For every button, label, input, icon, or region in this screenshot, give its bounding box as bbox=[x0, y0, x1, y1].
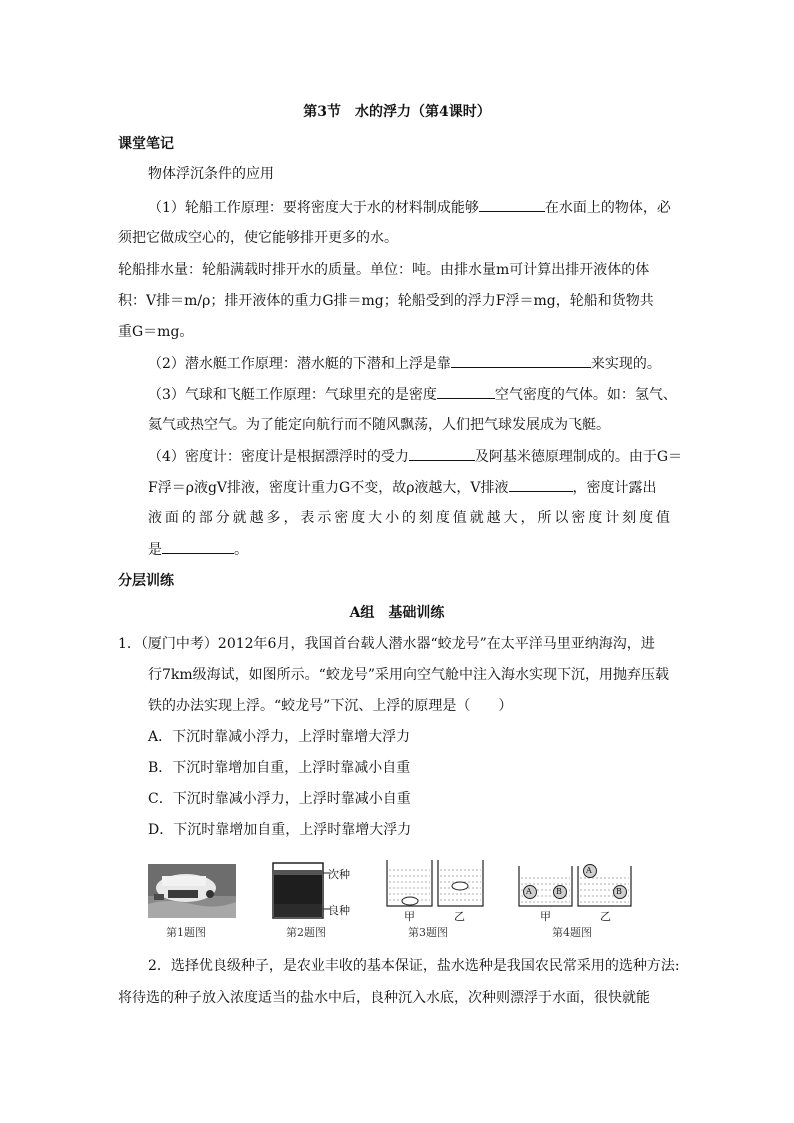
note-3-line bbox=[148, 353, 661, 374]
note-4-text-a: （3）气球和飞艇工作原理：气球里充的是密度 bbox=[148, 387, 437, 403]
figure-2-caption: 第2题图 bbox=[286, 926, 326, 939]
tanks-egg-figure bbox=[384, 858, 486, 922]
note-4-text-b: 空气密度的气体。如：氢气、 bbox=[494, 387, 677, 403]
submersible-photo bbox=[148, 864, 236, 918]
note-5-text-d: ，密度计露出 bbox=[572, 480, 657, 496]
note-5-text-g: 。 bbox=[234, 542, 248, 558]
note-2-line-3: 重G＝mg。 bbox=[118, 324, 194, 340]
fill-blank[interactable] bbox=[509, 477, 573, 492]
note-5-text-a: （4）密度计：密度计是根据漂浮时的受力 bbox=[148, 449, 409, 465]
figure-3-caption: 第3题图 bbox=[408, 926, 448, 939]
fill-blank[interactable] bbox=[479, 197, 545, 212]
label-jia-4: 甲 bbox=[540, 910, 551, 923]
note-1-text-a: （1）轮船工作原理：要将密度大于水的材料制成能够 bbox=[148, 200, 479, 216]
ball-b-label-jia: B bbox=[556, 887, 562, 896]
option-c[interactable]: C．下沉时靠减小浮力，上浮时靠减小自重 bbox=[148, 791, 411, 807]
page-title: 第3节 水的浮力（第4课时） bbox=[303, 104, 491, 120]
note-1-text-b: 在水面上的物体，必 bbox=[544, 200, 671, 216]
group-heading: A组 基础训练 bbox=[349, 605, 445, 621]
beaker-seeds-figure bbox=[270, 860, 360, 920]
label-jia-3: 甲 bbox=[404, 910, 415, 923]
option-a[interactable]: A．下沉时靠减小浮力，上浮时靠增大浮力 bbox=[148, 729, 411, 745]
fill-blank[interactable] bbox=[409, 446, 475, 461]
note-3-text-b: 来实现的。 bbox=[590, 356, 661, 372]
note-5-line-2 bbox=[148, 477, 657, 498]
note-1-line-2: 须把它做成空心的，使它能够排开更多的水。 bbox=[118, 230, 398, 246]
note-5-line-4 bbox=[148, 539, 248, 560]
note-1-line-1 bbox=[148, 197, 671, 218]
note-5-text-f: 是 bbox=[148, 542, 162, 558]
ball-a-label-jia: A bbox=[526, 887, 532, 896]
option-d[interactable]: D．下沉时靠增加自重，上浮时靠增大浮力 bbox=[148, 822, 412, 838]
question-1-line-2: 行7km级海试，如图所示。“蛟龙号”采用向空气舱中注入海水实现下沉，用抛弃压载 bbox=[148, 667, 669, 683]
fill-blank[interactable] bbox=[451, 353, 591, 368]
note-5-text-c: F浮＝ρ液gV排液，密度计重力G不变，故ρ液越大，V排液 bbox=[148, 480, 509, 496]
label-cizhong: 次种 bbox=[328, 868, 350, 881]
notes-heading: 课堂笔记 bbox=[118, 136, 174, 152]
note-2-line-1: 轮船排水量：轮船满载时排开水的质量。单位：吨。由排水量m可计算出排开液体的体 bbox=[118, 262, 650, 278]
question-1-line-1: 1．（厦门中考）2012年6月，我国首台载人潜水器“蛟龙号”在太平洋马里亚纳海沟，进 bbox=[118, 636, 655, 652]
ball-a-label-yi: A bbox=[586, 866, 592, 875]
note-4-line-2: 氦气或热空气。为了能定向航行而不随风飘荡，人们把气球发展成为飞艇。 bbox=[148, 417, 610, 433]
notes-subheading: 物体浮沉条件的应用 bbox=[148, 166, 274, 182]
note-2-line-2: 积：V排＝m/ρ；排开液体的重力G排＝mg；轮船受到的浮力F浮＝mg，轮船和货物共 bbox=[118, 293, 654, 309]
note-5-text-b: 及阿基米德原理制成的。由于G＝ bbox=[474, 449, 683, 465]
note-4-line-1 bbox=[148, 384, 677, 405]
label-liangzhong: 良种 bbox=[328, 904, 350, 917]
label-yi-3: 乙 bbox=[454, 910, 465, 923]
training-heading: 分层训练 bbox=[118, 573, 174, 589]
question-2-line-2: 将待选的种子放入浓度适当的盐水中后，良种沉入水底，次种则漂浮于水面，很快就能 bbox=[118, 990, 650, 1006]
question-1-line-3: 铁的办法实现上浮。“蛟龙号”下沉、上浮的原理是（ ） bbox=[148, 698, 513, 714]
note-3-text-a: （2）潜水艇工作原理：潜水艇的下潜和上浮是靠 bbox=[148, 356, 451, 372]
figures-row bbox=[148, 858, 688, 942]
note-5-line-1 bbox=[148, 446, 682, 467]
option-b[interactable]: B．下沉时靠增加自重，上浮时靠减小自重 bbox=[148, 760, 411, 776]
ball-b-label-yi: B bbox=[616, 887, 622, 896]
label-yi-4: 乙 bbox=[600, 910, 611, 923]
figure-1-caption: 第1题图 bbox=[166, 926, 206, 939]
fill-blank[interactable] bbox=[437, 384, 495, 399]
note-5-line-3: 液面的部分就越多，表示密度大小的刻度值就越大，所以密度计刻度值 bbox=[148, 510, 670, 526]
fill-blank[interactable] bbox=[162, 539, 234, 554]
figure-4-caption: 第4题图 bbox=[552, 926, 592, 939]
question-2-line-1: 2．选择优良级种子，是农业丰收的基本保证，盐水选种是我国农民常采用的选种方法: bbox=[148, 958, 680, 974]
tanks-balls-figure bbox=[516, 858, 636, 922]
